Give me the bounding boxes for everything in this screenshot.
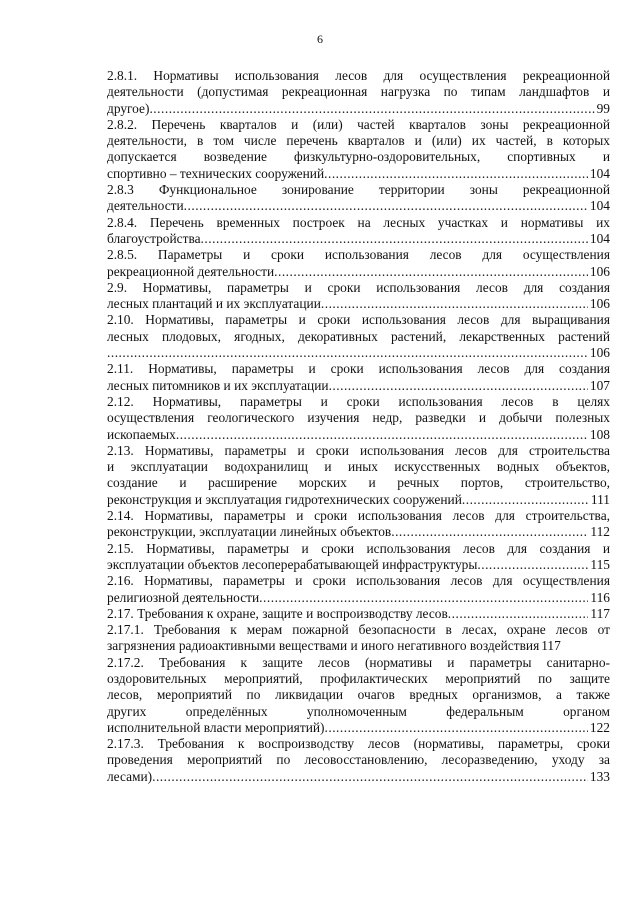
- toc-entry[interactable]: [107, 736, 610, 785]
- toc-entry-text-line: 2.8.2. Перечень кварталов и (или) частей кварталов зоны рекреационной: [107, 116, 610, 132]
- toc-entry[interactable]: [107, 182, 610, 215]
- toc-entry-last-line: [107, 198, 610, 214]
- dot-leader: [391, 524, 588, 540]
- toc-page-number: 133: [589, 768, 610, 784]
- toc-entry-text-line: 2.16. Нормативы, параметры и сроки использования лесов для осуществления: [107, 573, 610, 589]
- toc-entry[interactable]: [107, 541, 610, 574]
- toc-entry-text-tail: другое): [107, 100, 150, 116]
- toc-entry-last-line: [107, 264, 610, 280]
- toc-entry-text-tail: благоустройства: [107, 230, 201, 246]
- toc-entry[interactable]: [107, 117, 610, 182]
- toc-entry-last-line: [107, 345, 610, 361]
- toc-entry-text-tail: исполнительной власти мероприятий): [107, 719, 325, 735]
- toc-entry-text-line: 2.15. Нормативы, параметры и сроки использования лесов для создания и: [107, 540, 610, 556]
- toc-entry-last-line: [107, 427, 610, 443]
- toc-entry-text-line: осуществления геологического изучения недр, разведки и добычи полезных: [107, 410, 610, 426]
- toc-entry-text-line: 2.11. Нормативы, параметры и сроки использования лесов для создания: [107, 361, 610, 377]
- dot-leader: [329, 378, 588, 394]
- toc-entry-text-line: допускается возведение физкультурно-оздоровительных, спортивных и: [107, 149, 610, 165]
- toc-entry-text-line: 2.8.3 Функциональное зонирование территории зоны рекреационной: [107, 182, 610, 198]
- toc-page-number: 117: [541, 638, 561, 654]
- toc-entry-last-line: [107, 296, 610, 312]
- toc-page-number: 104: [589, 165, 610, 181]
- toc-entry[interactable]: [107, 361, 610, 394]
- toc-entry[interactable]: [107, 215, 610, 248]
- toc-page-number: 115: [590, 556, 610, 572]
- toc-entry-text-line: 2.8.4. Перечень временных построек на лесных участках и нормативы их: [107, 214, 610, 230]
- toc-entry-text-line: 2.9. Нормативы, параметры и сроки использования лесов для создания: [107, 279, 610, 295]
- dot-leader: [462, 492, 589, 508]
- dot-leader: [274, 264, 588, 280]
- toc-entry-last-line: [107, 557, 610, 573]
- toc-entry-text-line: деятельности, в том числе перечень кварталов и (или) их частей, в которых: [107, 133, 610, 149]
- toc-entry[interactable]: [107, 508, 610, 541]
- toc-entry-last-line: [107, 606, 610, 622]
- dot-leader: [324, 166, 588, 182]
- toc-entry-text-line: 2.13. Нормативы, параметры и сроки использования лесов для строительства: [107, 442, 610, 458]
- dot-leader: [176, 427, 588, 443]
- dot-leader: [201, 231, 588, 247]
- toc-page-number: 106: [589, 296, 610, 312]
- toc-entry[interactable]: [107, 655, 610, 736]
- toc-entry-text-line: 2.14. Нормативы, параметры и сроки использования лесов для строительства,: [107, 508, 610, 524]
- toc-entry-text-tail: загрязнения радиоактивными веществами и иного негативного воздействия: [107, 638, 540, 654]
- toc-entry-last-line: [107, 590, 610, 606]
- toc-page-number: 107: [589, 377, 610, 393]
- toc-entry-text-tail: эксплуатации объектов лесоперерабатывающей инфраструктуры: [107, 556, 478, 572]
- toc-page-number: 122: [589, 719, 610, 735]
- dot-leader: [184, 198, 588, 214]
- toc-entry-last-line: [107, 492, 610, 508]
- toc-page-number: 106: [589, 263, 610, 279]
- toc-page-number: 104: [589, 198, 610, 214]
- toc-entry-last-line: [107, 231, 610, 247]
- toc-entry-text-line: оздоровительных мероприятий, профилактических мероприятий по защите: [107, 670, 610, 686]
- toc-entry-text-tail: лесами): [107, 768, 153, 784]
- toc-entry-text-line: 2.12. Нормативы, параметры и сроки использования лесов в целях: [107, 393, 610, 409]
- toc-entry-text-tail: реконструкция и эксплуатация гидротехнических сооружений: [107, 491, 462, 507]
- dot-leader: [325, 720, 588, 736]
- toc-entry[interactable]: [107, 606, 610, 622]
- toc-entry[interactable]: [107, 394, 610, 443]
- toc-page-number: 112: [590, 524, 610, 540]
- dot-leader: [321, 296, 588, 312]
- toc-entry-text-tail: рекреационной деятельности: [107, 263, 275, 279]
- toc-entry-text-line: других определённых уполномоченным федеральным органом: [107, 703, 610, 719]
- toc-entry-text-line: 2.17.2. Требования к защите лесов (нормативы и параметры санитарно-: [107, 654, 610, 670]
- toc-entry-last-line: [107, 720, 610, 736]
- toc-entry-text-tail: лесных плантаций и их эксплуатации: [107, 296, 321, 312]
- toc-entry-last-line: [107, 769, 610, 785]
- toc-entry-text-line: деятельности (допустимая рекреационная нагрузка по типам ландшафтов и: [107, 84, 610, 100]
- toc-entry[interactable]: [107, 443, 610, 508]
- toc-entry-text-line: лесных плодовых, ягодных, декоративных растений, лекарственных растений: [107, 328, 610, 344]
- toc-entry-text-line: лесов, мероприятий по ликвидации очагов вредных организмов, а также: [107, 687, 610, 703]
- dot-leader: [448, 606, 589, 622]
- toc-entry-text-tail: 2.17. Требования к охране, защите и воспроизводству лесов: [107, 605, 448, 621]
- toc-page-number: 108: [589, 426, 610, 442]
- toc-entry-text-line: 2.10. Нормативы, параметры и сроки использования лесов для выращивания: [107, 312, 610, 328]
- toc-page-number: 117: [590, 605, 610, 621]
- dot-leader: [259, 590, 588, 606]
- toc-entry-last-line: [107, 638, 610, 654]
- page-number: 6: [317, 32, 323, 46]
- toc-entry[interactable]: [107, 247, 610, 280]
- toc-entry-text-tail: реконструкции, эксплуатации линейных объектов: [107, 524, 392, 540]
- toc-entry-text-tail: спортивно – технических сооружений: [107, 165, 325, 181]
- toc-entry-text-tail: лесных питомников и их эксплуатации: [107, 377, 329, 393]
- dot-leader: [477, 557, 588, 573]
- toc-entry-last-line: [107, 166, 610, 182]
- toc-entry-text-line: создание и расширение морских и речных портов, строительство,: [107, 475, 610, 491]
- toc-entry-last-line: [107, 524, 610, 540]
- toc-entry-text-tail: религиозной деятельности: [107, 589, 260, 605]
- toc-entry-text-line: и эксплуатации водохранилищ и иных искусственных водных объектов,: [107, 459, 610, 475]
- toc-page-number: 99: [596, 100, 610, 116]
- dot-leader: [107, 345, 588, 361]
- dot-leader: [149, 101, 594, 117]
- toc-entry[interactable]: [107, 622, 610, 655]
- toc-page-number: 106: [589, 345, 610, 361]
- toc-entry-text-line: 2.8.5. Параметры и сроки использования лесов для осуществления: [107, 247, 610, 263]
- toc-page-number: 111: [590, 491, 610, 507]
- toc-entry-text-line: 2.17.1. Требования к мерам пожарной безопасности в лесах, охране лесов от: [107, 622, 610, 638]
- toc-entry-last-line: [107, 101, 610, 117]
- toc-entry-text-line: 2.8.1. Нормативы использования лесов для осуществления рекреационной: [107, 68, 610, 83]
- toc-page-number: 104: [589, 230, 610, 246]
- toc-entry[interactable]: [107, 68, 610, 117]
- toc-page-number: 116: [590, 589, 610, 605]
- toc-entry-text-tail: деятельности: [107, 198, 184, 214]
- dot-leader: [152, 769, 588, 785]
- toc-entry-text-tail: ископаемых: [107, 426, 176, 442]
- table-of-contents: [107, 68, 610, 785]
- toc-entry-last-line: [107, 378, 610, 394]
- toc-entry-text-line: 2.17.3. Требования к воспроизводству лесов (нормативы, параметры, сроки: [107, 736, 610, 752]
- toc-entry[interactable]: [107, 573, 610, 606]
- toc-entry-text-line: проведения мероприятий по лесовосстановлению, лесоразведению, уходу за: [107, 752, 610, 768]
- toc-entry[interactable]: [107, 280, 610, 313]
- toc-entry[interactable]: [107, 312, 610, 361]
